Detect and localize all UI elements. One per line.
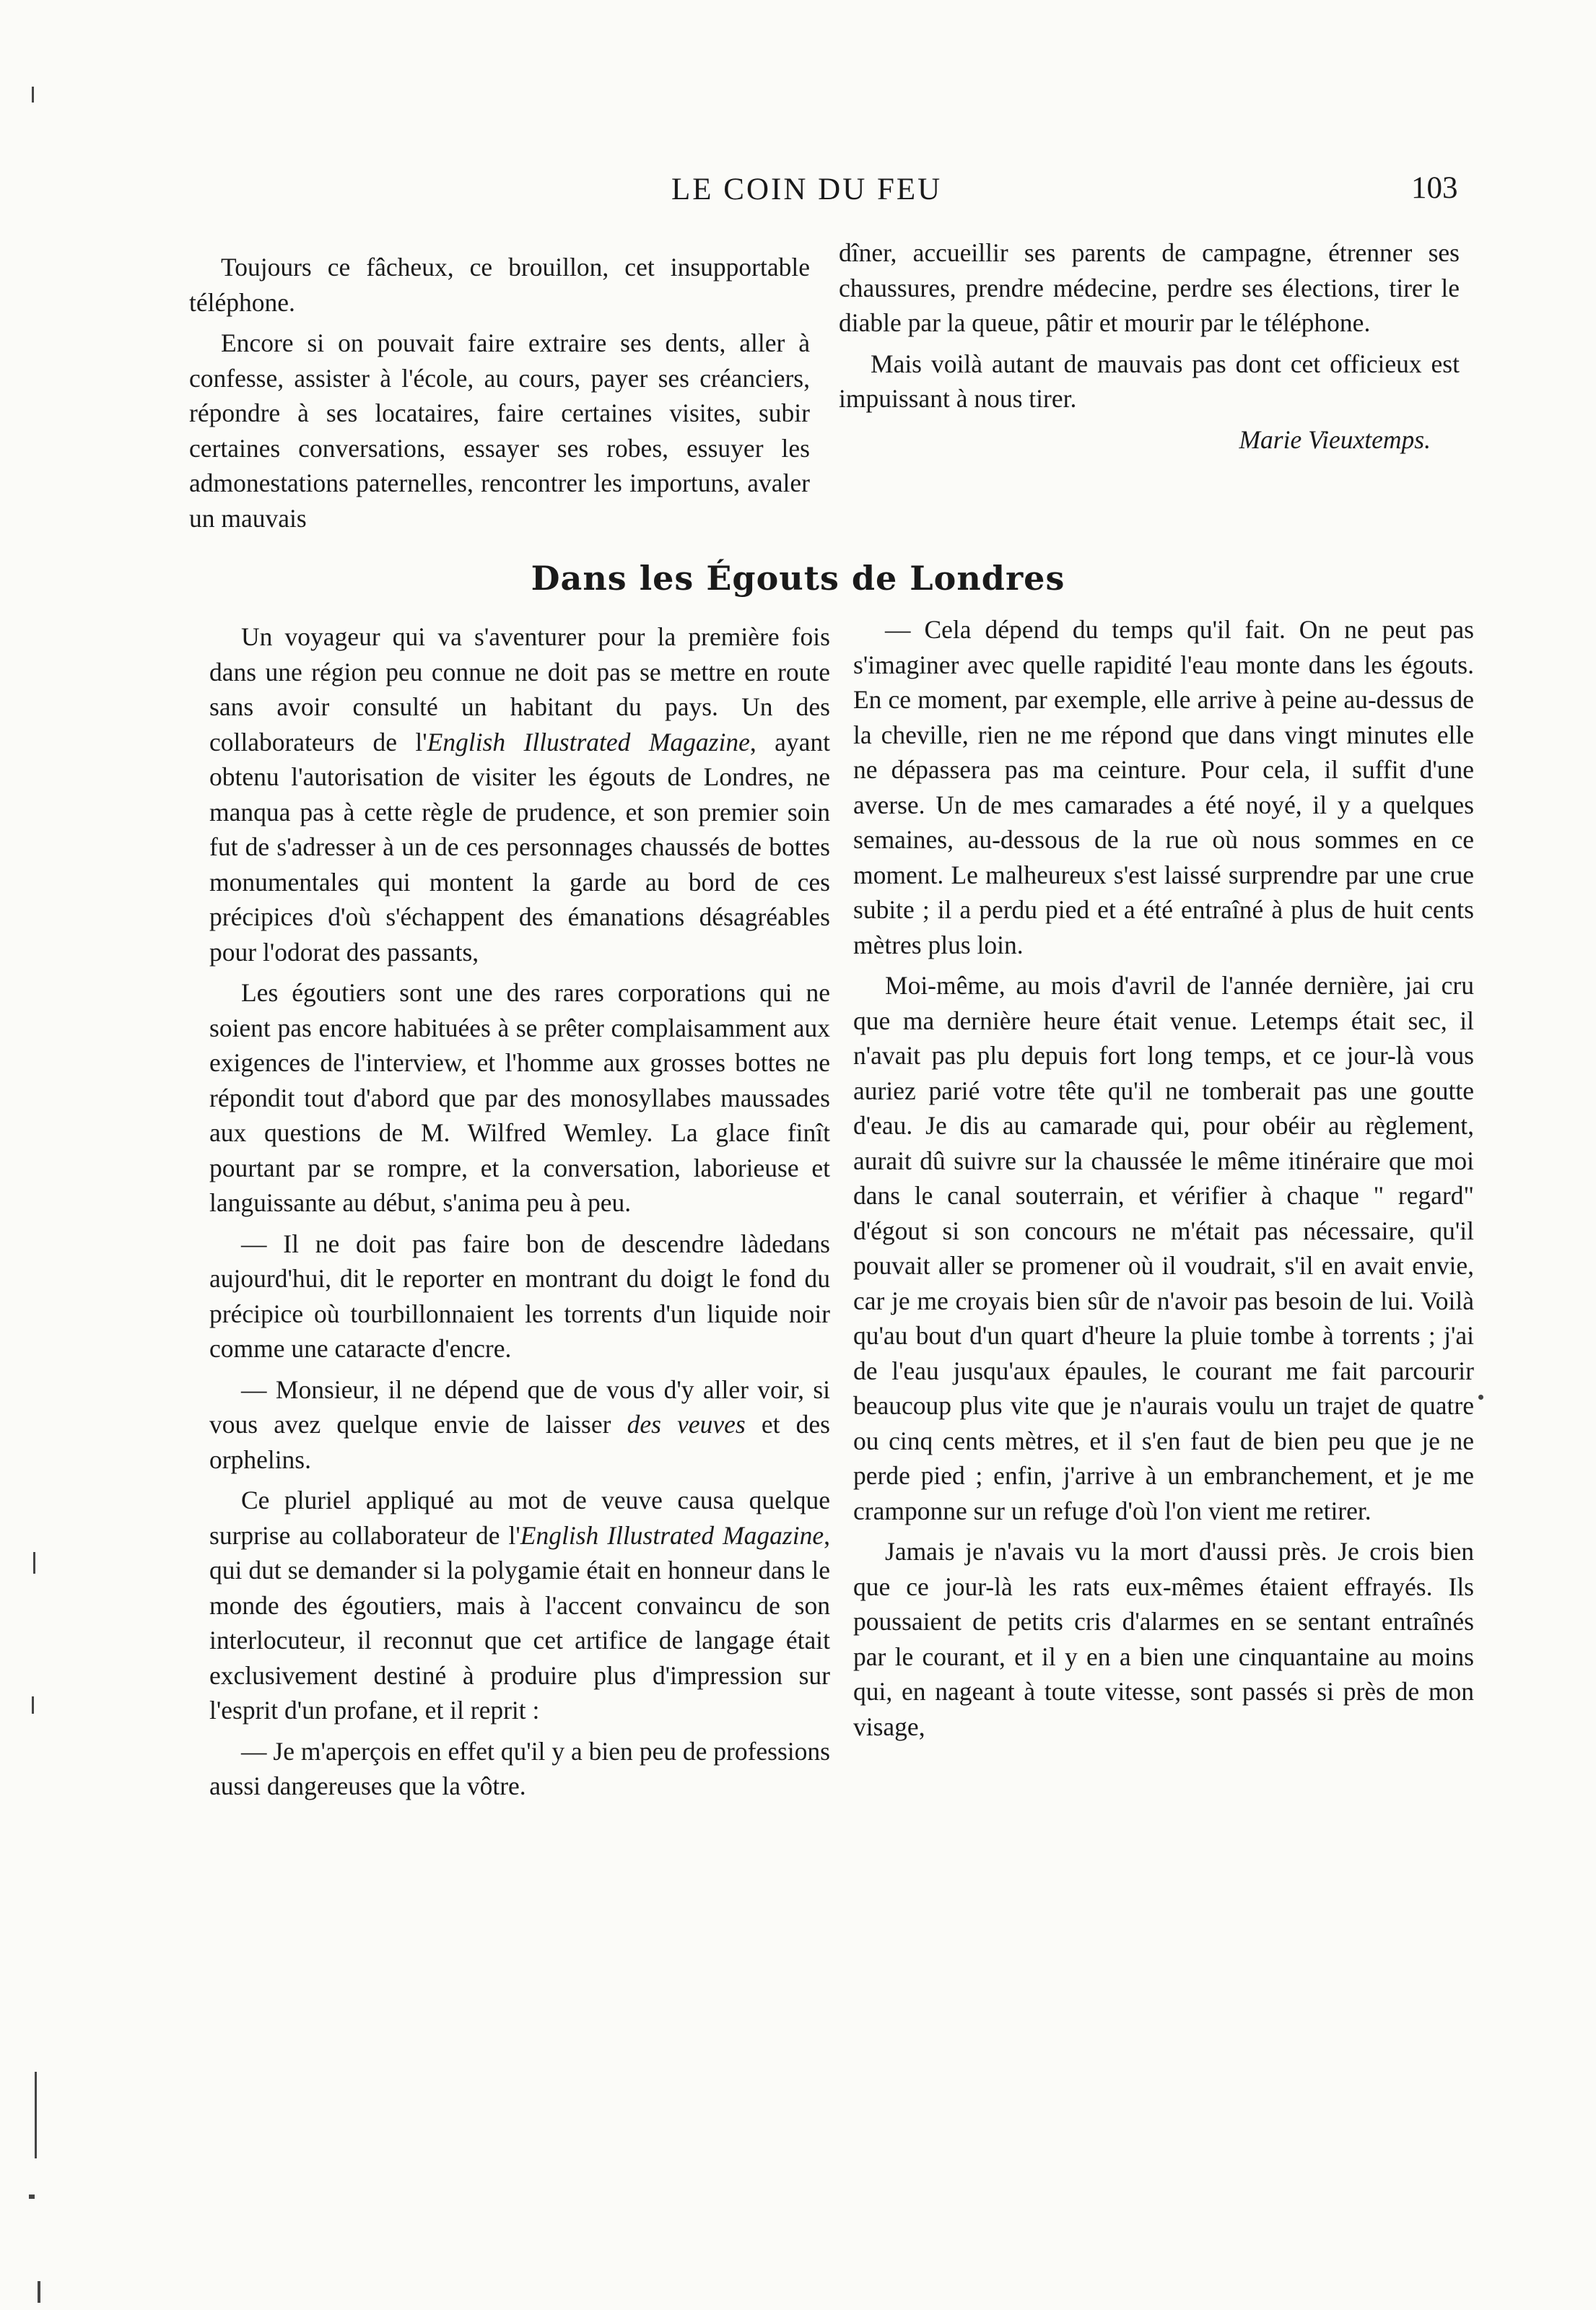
paragraph: — Il ne doit pas faire bon de descendre làdedans aujourd'hui, dit le reporter en montrant du doigt le fond du précipice où tourbillonnaient les torrents d'un liquide noir comme une cataracte d'encre. (209, 1229, 830, 1363)
text-span: et des orphelins. (209, 1410, 830, 1474)
magazine-title: English Illustrated Magazine (520, 1520, 824, 1550)
paragraph: Encore si on pouvait faire extraire ses dents, aller à confesse, assister à l'école, au cours, payer ses créanciers, répondre à ses locataires, faire certaines visites, subir certaines conversations, essayer ses robes, essuyer les admonestations paternelles, rencontrer les importuns, avaler un mauvais (189, 328, 810, 533)
page-number: 103 (1411, 171, 1458, 205)
paragraph: Toujours ce fâcheux, ce brouillon, cet insupportable téléphone. (189, 253, 810, 317)
scan-mark (38, 2281, 40, 2303)
text-span: , ayant obtenu l'autorisation de visiter les égouts de Londres, ne manqua pas à cette règle de prudence, et son premier soin fut de s'adresser à un de ces personnages chaussés de bottes monumentales qui montent la garde au bord de ces précipices d'où s'échappent des émanations désagréables pour l'odorat des passants, (209, 727, 830, 967)
article-left-column (209, 619, 830, 1810)
paragraph (209, 1483, 830, 1728)
article-title: Dans les Égouts de Londres (531, 559, 1065, 598)
previous-article-left-column (189, 250, 810, 541)
paragraph: — Je m'aperçois en effet qu'il y a bien peu de professions aussi dangereuses que la vôtre. (209, 1736, 830, 1800)
emphasis: des veuves (627, 1410, 746, 1439)
magazine-title: English Illustrated Magazine (427, 727, 750, 757)
paragraph: Mais voilà autant de mauvais pas dont cet officieux est impuissant à nous tirer. (839, 349, 1460, 413)
text-span: — Monsieur, il ne dépend que de vous d'y aller voir, si vous avez quelque envie de laisser (209, 1374, 830, 1439)
text-span: Un voyageur qui va s'aventurer pour la première fois dans une région peu connue ne doit pas se mettre en route sans avoir consulté un habitant du pays. Un des collaborateurs de l' (209, 622, 830, 757)
scan-mark (29, 2194, 35, 2199)
text-span: Ce pluriel appliqué au mot de veuve causa quelque surprise au collaborateur de l' (209, 1486, 830, 1550)
previous-article-right-column (839, 235, 1460, 457)
author-signature: Marie Vieuxtemps. (1239, 424, 1431, 454)
scan-mark (35, 2072, 37, 2158)
text-span: , qui dut se demander si la polygamie était en honneur dans le monde des égoutiers, mais à l'accent convaincu de son interlocuteur, il reconnut que cet artifice de langage était exclusivement destiné à produire plus d'impression sur l'esprit d'un profane, et il reprit : (209, 1520, 830, 1725)
paragraph (209, 1372, 830, 1478)
paragraph: Les égoutiers sont une des rares corporations qui ne soient pas encore habituées à se prêter complaisamment aux exigences de l'interview, et l'homme aux grosses bottes ne répondit tout d'abord que par des monosyllabes maussades aux questions de M. Wilfred Wemley. La glace finît pourtant par se rompre, et la conversation, laborieuse et languissante au début, s'anima peu à peu. (209, 978, 830, 1217)
scan-mark (32, 1696, 34, 1714)
article-right-column (853, 612, 1474, 1750)
paragraph: Moi-même, au mois d'avril de l'année dernière, jai cru que ma dernière heure était venue. Letemps était sec, il n'avait pas plu depuis fort long temps, et ce jour-là vous auriez parié votre tête qu'il ne tomberait pas une goutte d'eau. Je dis au camarade qui, pour obéir au règlement, aurait dû suivre sur la chaussée le même itinéraire que moi dans le canal souterrain, et vérifier à chaque " regard" d'égout si son concours ne m'était pas nécessaire, qu'il pouvait aller se promener où il voudrait, s'il en avait envie, car je me croyais bien sûr de n'avoir pas besoin de lui. Voilà qu'au bout d'un quart d'heure la pluie tombe à torrents ; j'ai de l'eau jusqu'aux épaules, le courant me fait parcourir beaucoup plus vite que je n'aurais voulu un trajet de quatre ou cinq cents mètres, et il s'en faut de bien peu que je ne perde pied ; enfin, j'arrive à un embranchement, et je me cramponne sur un refuge d'où l'on vient me retirer. (853, 971, 1474, 1525)
paragraph: Jamais je n'avais vu la mort d'aussi près. Je crois bien que ce jour-là les rats eux-mêmes étaient effrayés. Ils poussaient de petits cris d'alarmes en se sentant entraînés par le courant, et il y en a bien une cinquantaine au moins qui, en nageant à toute vitesse, sont passés si près de mon visage, (853, 1537, 1474, 1741)
scan-mark (32, 87, 34, 103)
scan-mark (33, 1552, 35, 1574)
running-head: LE COIN DU FEU (671, 173, 943, 206)
paragraph: — Cela dépend du temps qu'il fait. On ne peut pas s'imaginer avec quelle rapidité l'eau monte dans les égouts. En ce moment, par exemple, elle arrive à peine au-dessus de la cheville, rien ne me répond que dans vingt minutes elle ne dépassera pas ma ceinture. Pour cela, il suffit d'une averse. Un de mes camarades a été noyé, il y a quelques semaines, au-dessous de la rue où nous sommes en ce moment. Le malheureux s'est laissé surprendre par une crue subite ; il a perdu pied et a été entraîné à plus de huit cents mètres plus loin. (853, 615, 1474, 959)
paragraph (209, 619, 830, 969)
paragraph: dîner, accueillir ses parents de campagne, étrenner ses chaussures, prendre médecine, perdre ses élections, tirer le diable par la queue, pâtir et mourir par le téléphone. (839, 238, 1460, 337)
scan-mark (1478, 1395, 1483, 1400)
